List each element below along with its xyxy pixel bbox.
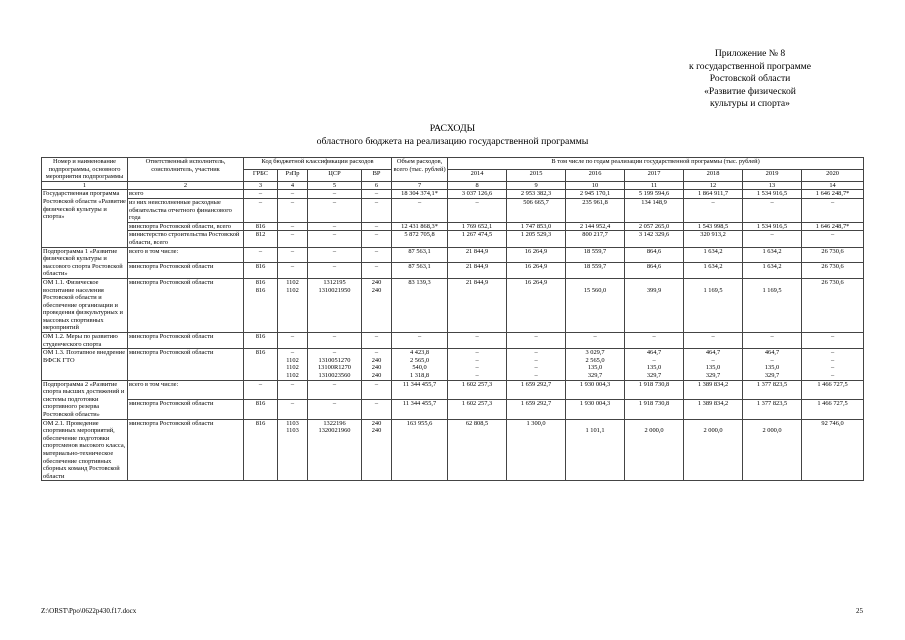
grbs-cell: 816: [244, 400, 278, 419]
header-year: 2018: [684, 169, 743, 181]
table-row: [42, 419, 864, 481]
total-cell: 11 344 455,7: [392, 380, 448, 399]
column-number: 3: [244, 181, 278, 190]
grbs-cell: 816: [244, 263, 278, 279]
rzpr-cell: 1103 1103: [278, 419, 308, 481]
header-grbs: ГРБС: [244, 169, 278, 181]
document-subtitle: областного бюджета на реализацию государственной программы: [316, 136, 589, 147]
appendix-line: культуры и спорта»: [710, 98, 790, 109]
total-cell: –: [392, 198, 448, 222]
executor-cell: минспорта Ростовской области: [128, 419, 244, 481]
appendix-line: Приложение № 8: [714, 48, 786, 59]
year-value-cell: 2 953 382,3: [507, 190, 566, 199]
total-cell: 87 563,1: [392, 263, 448, 279]
header-budget-code: Код бюджетной классификации расходов: [244, 158, 392, 170]
rzpr-cell: –: [278, 400, 308, 419]
csr-cell: –: [308, 198, 362, 222]
year-value-cell: 62 808,5: [448, 419, 507, 481]
grbs-cell: 816: [244, 419, 278, 481]
csr-cell: –: [308, 247, 362, 263]
executor-cell: всего в том числе:: [128, 380, 244, 399]
year-value-cell: –: [448, 333, 507, 349]
vr-cell: – 240 240 240: [362, 349, 392, 380]
program-name: ОМ 1.3. Поэтапное внедрение ВФСК ГТО: [42, 349, 128, 380]
header-total: Объем расходов, всего (тыс. рублей): [392, 158, 448, 182]
year-value-cell: 464,7 – 135,0 329,7: [625, 349, 684, 380]
total-cell: 12 431 868,3*: [392, 222, 448, 231]
year-value-cell: –: [802, 333, 864, 349]
table-row: [42, 231, 864, 247]
year-value-cell: 864,6: [625, 247, 684, 263]
program-name: Подпрограмма 2 «Развитие спорта высших достижений и системы подготовки спортивного резерва Ростовской области»: [42, 380, 128, 419]
year-value-cell: – – – –: [448, 349, 507, 380]
csr-cell: 1322196 1320021960: [308, 419, 362, 481]
header-name: Номер и наименование подпрограммы, основного мероприятия подпрограммы: [42, 158, 128, 182]
year-value-cell: 1 864 911,7: [684, 190, 743, 199]
grbs-cell: 816 816: [244, 278, 278, 332]
column-number: 2: [128, 181, 244, 190]
program-name: ОМ 2.1. Проведение спортивных мероприятий, обеспечение подготовки спортсменов высокого класса, материально-техническое обеспечение спортивных сборных команд Ростовской области: [42, 419, 128, 481]
header-vr: ВР: [362, 169, 392, 181]
table-row: [42, 333, 864, 349]
csr-cell: –: [308, 190, 362, 199]
total-cell: 163 955,6: [392, 419, 448, 481]
column-number: 13: [743, 181, 802, 190]
year-value-cell: 2 945 170,1: [566, 190, 625, 199]
expenses-table: [41, 157, 864, 481]
csr-cell: –: [308, 263, 362, 279]
year-value-cell: 1 930 004,3: [566, 400, 625, 419]
year-value-cell: 1 602 257,3: [448, 380, 507, 399]
year-value-cell: 864,6: [625, 263, 684, 279]
column-number: 7: [392, 181, 448, 190]
header-rzpr: РзПр: [278, 169, 308, 181]
rzpr-cell: –: [278, 190, 308, 199]
year-value-cell: –: [684, 333, 743, 349]
year-value-cell: 506 665,7: [507, 198, 566, 222]
vr-cell: –: [362, 333, 392, 349]
total-cell: 83 139,3: [392, 278, 448, 332]
total-cell: 11 344 455,7: [392, 400, 448, 419]
csr-cell: –: [308, 400, 362, 419]
csr-cell: –: [308, 231, 362, 247]
column-number: 14: [802, 181, 864, 190]
vr-cell: –: [362, 247, 392, 263]
year-value-cell: 1 466 727,5: [802, 400, 864, 419]
vr-cell: –: [362, 400, 392, 419]
year-value-cell: 1 918 730,8: [625, 380, 684, 399]
year-value-cell: 26 730,6: [802, 278, 864, 332]
appendix-line: к государственной программе: [689, 60, 811, 72]
year-value-cell: –: [743, 333, 802, 349]
column-number: 8: [448, 181, 507, 190]
year-value-cell: 1 634,2: [743, 247, 802, 263]
grbs-cell: 816: [244, 222, 278, 231]
grbs-cell: –: [244, 190, 278, 199]
year-value-cell: 1 646 248,7*: [802, 222, 864, 231]
program-name: ОМ 1.1. Физическое воспитание населения Ростовской области и обеспечение организации и проведения физкультурных и массовых спортивных мероприятий: [42, 278, 128, 332]
year-value-cell: 464,7 – 135,0 329,7: [743, 349, 802, 380]
page-number: 25: [856, 607, 863, 615]
executor-cell: министерство строительства Ростовской области, всего: [128, 231, 244, 247]
header-by-year: В том числе по годам реализации государственной программы (тыс. рублей): [448, 158, 864, 170]
year-value-cell: 1 389 834,2: [684, 380, 743, 399]
table-row: [42, 349, 864, 380]
year-value-cell: 15 560,0: [566, 278, 625, 332]
vr-cell: –: [362, 198, 392, 222]
grbs-cell: 812: [244, 231, 278, 247]
grbs-cell: 816: [244, 349, 278, 380]
total-cell: 18 304 374,1*: [392, 190, 448, 199]
grbs-cell: –: [244, 198, 278, 222]
year-value-cell: 2 000,0: [743, 419, 802, 481]
year-value-cell: 2 057 265,0: [625, 222, 684, 231]
total-cell: 4 423,8 2 565,0 540,0 1 318,8: [392, 349, 448, 380]
year-value-cell: 1 169,5: [684, 278, 743, 332]
column-number: 4: [278, 181, 308, 190]
appendix-block: [650, 48, 850, 111]
csr-cell: – 1310051270 13100R1270 1310023560: [308, 349, 362, 380]
table-row: [42, 380, 864, 399]
executor-cell: минспорта Ростовской области: [128, 400, 244, 419]
grbs-cell: –: [244, 247, 278, 263]
program-name: Подпрограмма 1 «Развитие физической культуры и массового спорта Ростовской области»: [42, 247, 128, 278]
column-number: 12: [684, 181, 743, 190]
vr-cell: –: [362, 222, 392, 231]
rzpr-cell: 1102 1102: [278, 278, 308, 332]
csr-cell: –: [308, 333, 362, 349]
year-value-cell: 1 930 004,3: [566, 380, 625, 399]
header-year: 2019: [743, 169, 802, 181]
table-row: [42, 190, 864, 199]
rzpr-cell: –: [278, 380, 308, 399]
year-value-cell: 26 730,6: [802, 247, 864, 263]
total-cell: 87 563,1: [392, 247, 448, 263]
rzpr-cell: –: [278, 198, 308, 222]
year-value-cell: 1 300,0: [507, 419, 566, 481]
vr-cell: 240 240: [362, 419, 392, 481]
year-value-cell: 464,7 – 135,0 329,7: [684, 349, 743, 380]
vr-cell: –: [362, 263, 392, 279]
total-cell: –: [392, 333, 448, 349]
column-number-row: [42, 181, 864, 190]
header-year: 2017: [625, 169, 684, 181]
grbs-cell: 816: [244, 333, 278, 349]
year-value-cell: –: [802, 231, 864, 247]
column-number: 1: [42, 181, 128, 190]
header-year: 2016: [566, 169, 625, 181]
year-value-cell: 5 199 594,6: [625, 190, 684, 199]
year-value-cell: 1 543 998,5: [684, 222, 743, 231]
year-value-cell: 1 659 292,7: [507, 380, 566, 399]
year-value-cell: –: [684, 198, 743, 222]
table-row: [42, 278, 864, 332]
executor-cell: минспорта Ростовской области: [128, 349, 244, 380]
year-value-cell: 1 534 916,5: [743, 190, 802, 199]
year-value-cell: – – – –: [802, 349, 864, 380]
table-row: [42, 263, 864, 279]
year-value-cell: 1 646 248,7*: [802, 190, 864, 199]
year-value-cell: 1 602 257,3: [448, 400, 507, 419]
header-csr: ЦСР: [308, 169, 362, 181]
rzpr-cell: –: [278, 247, 308, 263]
header-year: 2020: [802, 169, 864, 181]
executor-cell: из них неисполненные расходные обязательства отчетного финансового года: [128, 198, 244, 222]
year-value-cell: 1 466 727,5: [802, 380, 864, 399]
year-value-cell: 134 148,9: [625, 198, 684, 222]
year-value-cell: 1 634,2: [684, 247, 743, 263]
program-name: ОМ 1.2. Меры по развитию студенческого спорта: [42, 333, 128, 349]
program-name: Государственная программа Ростовской области «Развитие физической культуры и спорта»: [42, 190, 128, 247]
table-row: [42, 400, 864, 419]
year-value-cell: –: [566, 333, 625, 349]
year-value-cell: 1 377 823,5: [743, 400, 802, 419]
csr-cell: 1312195 1310021950: [308, 278, 362, 332]
year-value-cell: 16 264,9: [507, 278, 566, 332]
year-value-cell: 1 634,2: [684, 263, 743, 279]
year-value-cell: 21 844,9: [448, 247, 507, 263]
year-value-cell: 1 205 529,3: [507, 231, 566, 247]
csr-cell: –: [308, 222, 362, 231]
vr-cell: –: [362, 380, 392, 399]
year-value-cell: 2 000,0: [625, 419, 684, 481]
executor-cell: всего: [128, 190, 244, 199]
year-value-cell: 18 559,7: [566, 247, 625, 263]
year-value-cell: 3 037 126,6: [448, 190, 507, 199]
table-row: [42, 247, 864, 263]
rzpr-cell: –: [278, 231, 308, 247]
document-title: РАСХОДЫ: [429, 123, 476, 134]
column-number: 5: [308, 181, 362, 190]
year-value-cell: 3 142 329,6: [625, 231, 684, 247]
year-value-cell: 1 918 730,8: [625, 400, 684, 419]
header-year: 2015: [507, 169, 566, 181]
year-value-cell: 1 101,1: [566, 419, 625, 481]
year-value-cell: –: [507, 333, 566, 349]
header-executor: Ответственный исполнитель, соисполнитель, участник: [128, 158, 244, 182]
column-number: 11: [625, 181, 684, 190]
grbs-cell: –: [244, 380, 278, 399]
year-value-cell: 2 144 952,4: [566, 222, 625, 231]
year-value-cell: –: [448, 198, 507, 222]
executor-cell: минспорта Ростовской области: [128, 263, 244, 279]
appendix-line: «Развитие физической: [704, 85, 796, 97]
year-value-cell: 18 559,7: [566, 263, 625, 279]
year-value-cell: 1 377 823,5: [743, 380, 802, 399]
year-value-cell: 1 747 853,0: [507, 222, 566, 231]
table-row: [42, 222, 864, 231]
year-value-cell: –: [802, 198, 864, 222]
year-value-cell: 21 844,9: [448, 278, 507, 332]
year-value-cell: 1 389 834,2: [684, 400, 743, 419]
year-value-cell: 1 634,2: [743, 263, 802, 279]
executor-cell: минспорта Ростовской области, всего: [128, 222, 244, 231]
table-body: [42, 181, 864, 481]
year-value-cell: 16 264,9: [507, 263, 566, 279]
year-value-cell: –: [743, 198, 802, 222]
year-value-cell: 399,9: [625, 278, 684, 332]
executor-cell: минспорта Ростовской области: [128, 278, 244, 332]
appendix-line: Ростовской области: [709, 73, 791, 84]
executor-cell: всего в том числе:: [128, 247, 244, 263]
year-value-cell: –: [743, 231, 802, 247]
executor-cell: минспорта Ростовской области: [128, 333, 244, 349]
rzpr-cell: – 1102 1102 1102: [278, 349, 308, 380]
header-year: 2014: [448, 169, 507, 181]
year-value-cell: 235 961,8: [566, 198, 625, 222]
year-value-cell: –: [625, 333, 684, 349]
year-value-cell: 1 534 916,5: [743, 222, 802, 231]
rzpr-cell: –: [278, 333, 308, 349]
year-value-cell: 320 913,2: [684, 231, 743, 247]
year-value-cell: 92 746,0: [802, 419, 864, 481]
year-value-cell: 800 217,7: [566, 231, 625, 247]
csr-cell: –: [308, 380, 362, 399]
year-value-cell: 3 029,7 2 565,0 135,0 329,7: [566, 349, 625, 380]
year-value-cell: 2 000,0: [684, 419, 743, 481]
year-value-cell: 26 730,6: [802, 263, 864, 279]
column-number: 9: [507, 181, 566, 190]
column-number: 10: [566, 181, 625, 190]
rzpr-cell: –: [278, 263, 308, 279]
year-value-cell: 1 169,5: [743, 278, 802, 332]
vr-cell: –: [362, 190, 392, 199]
total-cell: 5 872 705,8: [392, 231, 448, 247]
column-number: 6: [362, 181, 392, 190]
year-value-cell: 16 264,9: [507, 247, 566, 263]
year-value-cell: 1 659 292,7: [507, 400, 566, 419]
table-row: [42, 198, 864, 222]
year-value-cell: 21 844,9: [448, 263, 507, 279]
year-value-cell: 1 769 652,1: [448, 222, 507, 231]
year-value-cell: 1 267 474,5: [448, 231, 507, 247]
vr-cell: 240 240: [362, 278, 392, 332]
footer-file-path: Z:\ORST\Ppo\0622p430.f17.docx: [41, 607, 137, 615]
year-value-cell: – – – –: [507, 349, 566, 380]
vr-cell: –: [362, 231, 392, 247]
rzpr-cell: –: [278, 222, 308, 231]
